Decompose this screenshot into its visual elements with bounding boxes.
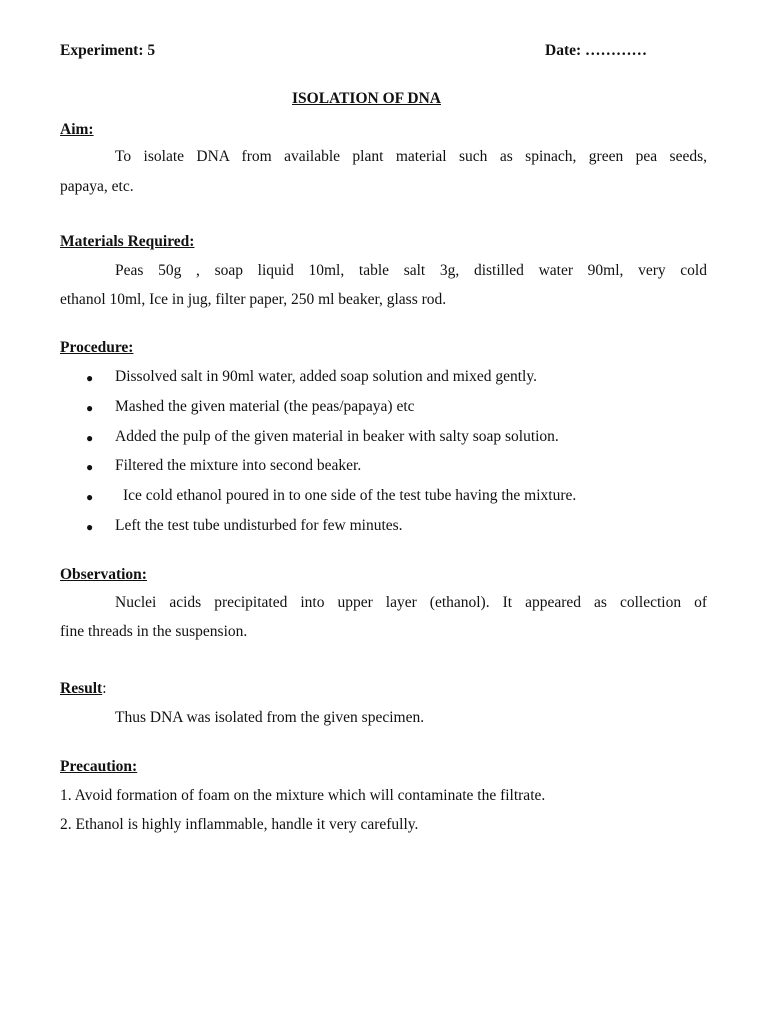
bullet-icon: ● — [86, 401, 94, 415]
materials-text-line-2: ethanol 10ml, Ice in jug, filter paper, 250 ml beaker, glass rod. — [60, 291, 447, 308]
procedure-step: Left the test tube undisturbed for few minutes. — [115, 517, 403, 534]
bullet-icon: ● — [86, 520, 94, 534]
materials-heading: Materials Required: — [60, 233, 195, 250]
procedure-heading: Procedure: — [60, 339, 134, 356]
bullet-icon: ● — [86, 371, 94, 385]
result-colon: : — [102, 680, 107, 697]
materials-text-line-1: Peas 50g , soap liquid 10ml, table salt 3g, distilled water 90ml, very cold — [115, 262, 707, 279]
result-heading: Result — [60, 680, 103, 697]
precaution-item: 1. Avoid formation of foam on the mixture which will contaminate the filtrate. — [60, 787, 546, 804]
result-heading-wrap — [60, 680, 107, 698]
procedure-step: Added the pulp of the given material in beaker with salty soap solution. — [115, 428, 559, 445]
experiment-number: Experiment: 5 — [60, 42, 156, 59]
bullet-icon: ● — [86, 460, 94, 474]
procedure-step: Filtered the mixture into second beaker. — [115, 457, 362, 474]
procedure-step: Mashed the given material (the peas/papaya) etc — [115, 398, 415, 415]
aim-text-line-2: papaya, etc. — [60, 178, 134, 195]
observation-text-line-1: Nuclei acids precipitated into upper layer (ethanol). It appeared as collection of — [115, 594, 707, 611]
aim-heading: Aim: — [60, 121, 94, 138]
page-title: ISOLATION OF DNA — [292, 90, 441, 107]
bullet-icon: ● — [86, 431, 94, 445]
aim-text-line-1: To isolate DNA from available plant material such as spinach, green pea seeds, — [115, 148, 707, 165]
bullet-icon: ● — [86, 490, 94, 504]
procedure-step: Dissolved salt in 90ml water, added soap solution and mixed gently. — [115, 368, 537, 385]
procedure-step: Ice cold ethanol poured in to one side of the test tube having the mixture. — [123, 487, 577, 504]
result-text: Thus DNA was isolated from the given specimen. — [115, 709, 425, 726]
precaution-item: 2. Ethanol is highly inflammable, handle it very carefully. — [60, 816, 419, 833]
precaution-heading: Precaution: — [60, 758, 138, 775]
observation-heading: Observation: — [60, 566, 147, 583]
date-field: Date: ………… — [545, 42, 648, 59]
observation-text-line-2: fine threads in the suspension. — [60, 623, 248, 640]
